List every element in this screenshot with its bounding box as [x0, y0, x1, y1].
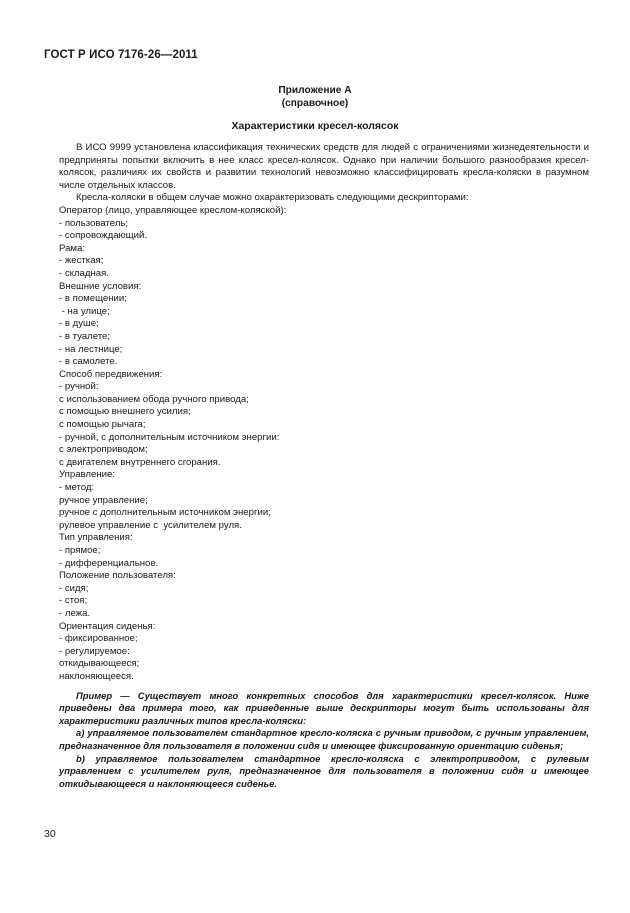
list-item: Внешние условия:: [59, 280, 142, 292]
list-item: - сидя;: [59, 582, 89, 594]
list-item: - в самолете.: [59, 356, 118, 368]
list-item: - жесткая;: [59, 255, 104, 267]
list-item: с использованием обода ручного привода;: [59, 393, 249, 405]
annex-title: Приложение А: [278, 85, 352, 96]
list-item: Способ передвижения:: [59, 368, 163, 380]
list-item: - прямое;: [59, 545, 101, 556]
list-item: откидывающееся;: [59, 658, 140, 670]
descriptors-lead: Кресла-коляски в общем случае можно охарактеризовать следующими дескрипторами:: [76, 192, 469, 204]
list-item: - на улице;: [59, 305, 110, 317]
list-item: наклоняющееся.: [59, 670, 134, 682]
list-item: - метод:: [59, 482, 95, 494]
list-item: - сопровождающий.: [59, 230, 148, 242]
list-item: - регулируемое:: [59, 645, 130, 657]
list-item: - на лестнице;: [59, 343, 123, 355]
list-item: ручное с дополнительным источником энергии;: [59, 507, 271, 519]
list-item: - стоя;: [59, 595, 88, 607]
example-lead: Пример — Существует много конкретных способов для характеристики кресел-колясок. Ниже приведены два примера того, как приведенные выше дескрипторы могут быть использованы для характеристики различных типов кресла-коляски:: [59, 689, 589, 726]
list-item: Тип управления:: [59, 532, 133, 544]
body-text: [59, 142, 589, 790]
section-title: Характеристики кресел-колясок: [231, 120, 399, 132]
list-item: Ориентация сиденья:: [59, 620, 156, 632]
list-item: - ручной:: [59, 381, 99, 393]
intro-paragraph: В ИСО 9999 установлена классификация технических средств для людей с ограничениями жизнедеятельности и предприняты попытки включить в нее класс кресел-колясок. Однако при наличии большого разнообразия кресел-колясок, различиях их свойств и развитии технологий невозможно классифицировать кресла-коляски в разумном числе отдельных классов.: [59, 142, 589, 191]
list-item: - пользователь;: [59, 217, 129, 229]
list-item: с электроприводом;: [59, 444, 148, 456]
descriptor-list: [59, 205, 589, 684]
example-item-a: a) управляемое пользователем стандартное кресло-коляска с ручным приводом, с ручным управлением, предназначенное для пользователя в положении сидя и имеющее фиксированную ориентацию сиденья;: [59, 727, 589, 751]
list-item: - в туалете;: [59, 330, 111, 342]
list-item: - в душе;: [59, 318, 99, 330]
list-item: - лежа.: [59, 607, 91, 619]
list-item: - складная.: [59, 267, 109, 279]
list-item: Положение пользователя:: [59, 570, 176, 582]
list-item: - фиксированное;: [59, 633, 138, 645]
list-item: Рама:: [59, 242, 86, 254]
list-item: - дифференциальное.: [59, 557, 159, 569]
example-item-b: b) управляемое пользователем стандартное кресло-коляска с электроприводом, с рулевым управлением с усилителем руля, предназначенное для пользователя в положении сидя и имеющее откидывающееся и наклоняющееся сиденье.: [59, 752, 589, 789]
list-item: с помощью внешнего усилия;: [59, 406, 191, 418]
standard-header: ГОСТ Р ИСО 7176-26—2011: [44, 49, 198, 61]
list-item: - ручной, с дополнительным источником энергии:: [59, 431, 280, 443]
list-item: - в помещении;: [59, 293, 127, 305]
list-item: с двигателем внутреннего сгорания.: [59, 456, 221, 468]
list-item: с помощью рычага;: [59, 419, 146, 431]
annex-subtitle: (справочное): [281, 98, 349, 109]
list-item: Оператор (лицо, управляющее креслом-коляской):: [59, 204, 287, 216]
page-number: 30: [44, 828, 56, 840]
list-item: Управление:: [59, 469, 115, 481]
list-item: рулевое управление с усилителем руля.: [59, 519, 242, 531]
list-item: ручное управление;: [59, 494, 148, 506]
